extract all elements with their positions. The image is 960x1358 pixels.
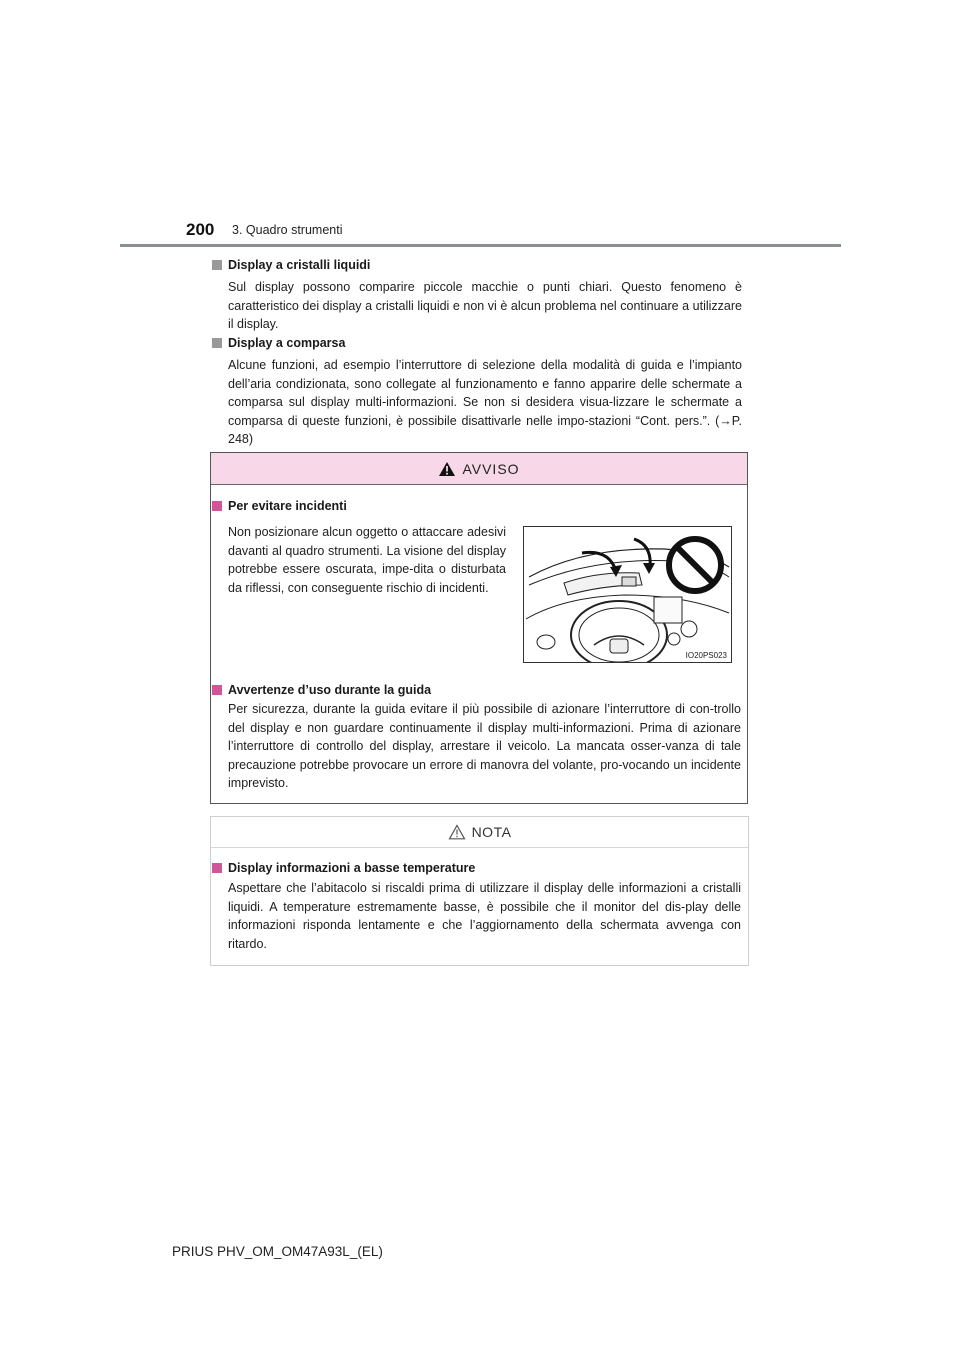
illustration-code: IO20PS023	[685, 651, 727, 660]
warning-item-text: Per sicurezza, durante la guida evitare il più possibile di azionare l’interruttore di con-trollo del display e non guardare continuamente il display multi-informazioni. Prima di azionare l’interruttore di controllo del display, arrestare il veicolo. La mancata osser-vanza di tale precauzione potrebbe provocare un errore di manovra del volante, pro-vocando un incidente imprevisto.	[228, 702, 741, 790]
caution-triangle-icon	[448, 824, 466, 840]
warning-item-driving	[212, 681, 732, 699]
warning-header	[211, 453, 747, 485]
header-rule	[120, 244, 841, 247]
warning-item-title: Per evitare incidenti	[228, 499, 347, 513]
square-bullet-icon	[212, 863, 222, 873]
section-text: Alcune funzioni, ad esempio l’interruttore di selezione della modalità di guida e l’impianto dell’aria condizionata, sono collegate al funzionamento e fanno apparire delle schermate a comparsa sul display multi-informazioni. Se non si desidera visua-lizzare le schermate a comparsa di queste funzioni, è possibile disattivarle nelle impo-stazioni “Cont. pers.”. (→P. 248)	[228, 358, 742, 446]
section-title: Display a comparsa	[228, 336, 346, 350]
warning-item-title: Avvertenze d’uso durante la guida	[228, 683, 432, 697]
note-title: NOTA	[471, 824, 512, 840]
dashboard-drawing	[524, 527, 731, 662]
page-number: 200	[186, 220, 215, 239]
section-lcd-display	[212, 256, 742, 334]
warning-title: AVVISO	[462, 460, 520, 477]
section-popup-display	[212, 334, 742, 449]
section-text: Sul display possono comparire piccole macchie o punti chiari. Questo fenomeno è caratteristico dei display a cristalli liquidi e non vi è alcun problema nel continuare a utilizzare il display.	[228, 280, 742, 331]
note-item-title: Display informazioni a basse temperature	[228, 861, 476, 875]
section-title: Display a cristalli liquidi	[228, 258, 371, 272]
square-bullet-icon	[212, 501, 222, 511]
square-bullet-icon	[212, 260, 222, 270]
footer-model-code: PRIUS PHV_OM_OM47A93L_(EL)	[172, 1244, 383, 1259]
warning-item-text: Non posizionare alcun oggetto o attaccare adesivi davanti al quadro strumenti. La visione del display potrebbe essere oscurata, impe-dita o disturbata da riflessi, con conseguente rischio di incidenti.	[228, 525, 506, 595]
warning-triangle-icon	[438, 461, 456, 477]
note-box	[210, 816, 749, 966]
note-header	[211, 817, 748, 848]
chapter-title: 3. Quadro strumenti	[232, 223, 343, 237]
square-bullet-icon	[212, 338, 222, 348]
square-bullet-icon	[212, 685, 222, 695]
warning-item-accidents	[212, 497, 732, 515]
note-item-low-temperature	[212, 859, 742, 877]
note-item-text: Aspettare che l’abitacolo si riscaldi prima di utilizzare il display delle informazioni a cristalli liquidi. A temperature estremamente basse, è possibile che il monitor del dis-play delle informazioni risponda lentamente e che l’aggiornamento della schermata avvenga con ritardo.	[228, 881, 741, 951]
dashboard-illustration	[523, 526, 732, 663]
